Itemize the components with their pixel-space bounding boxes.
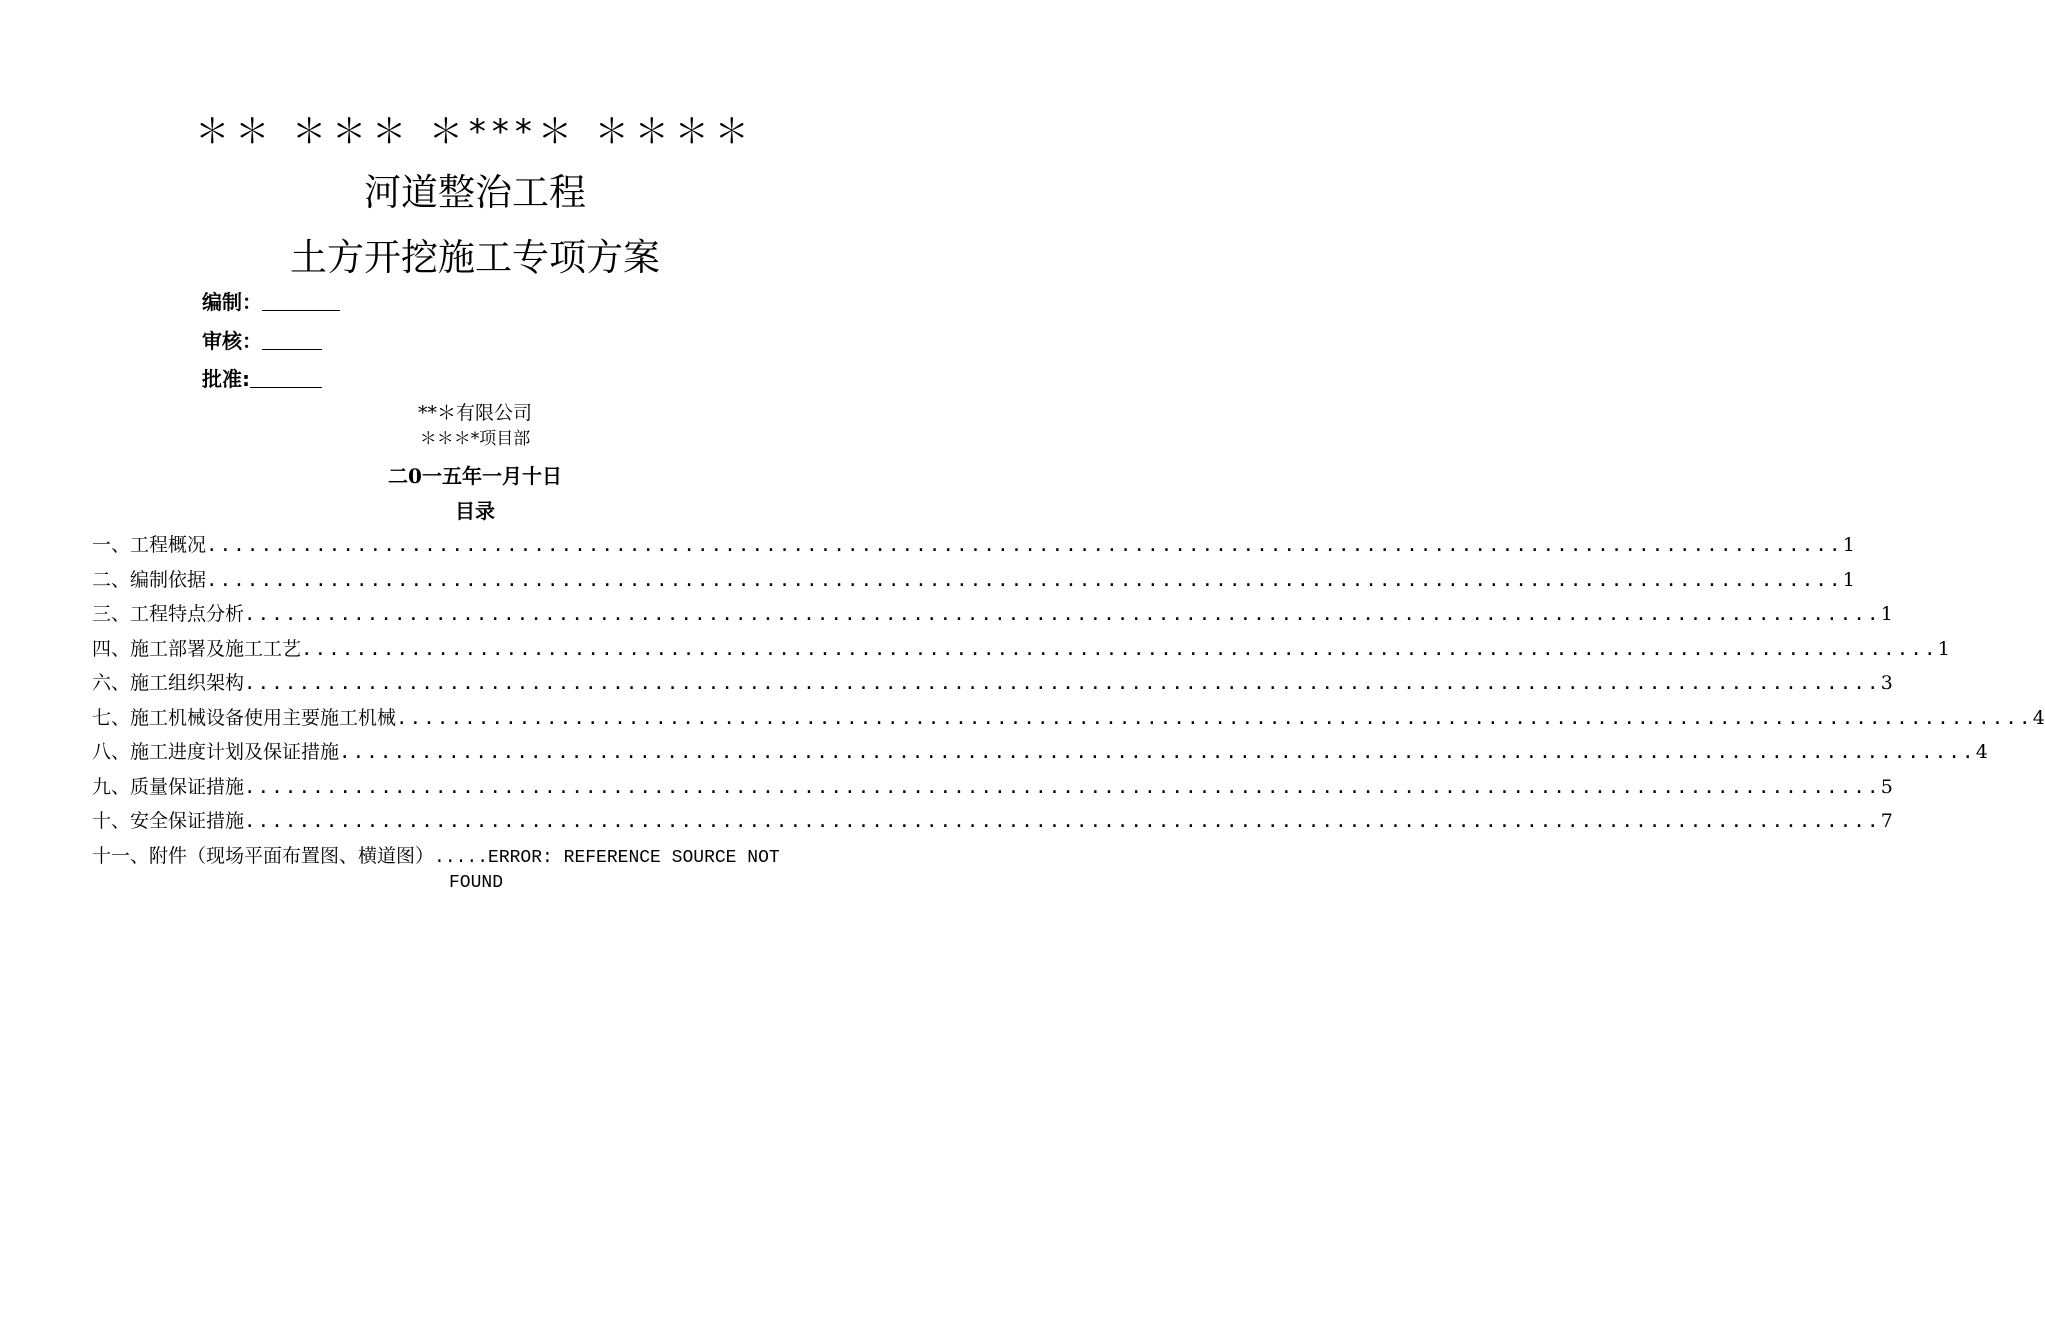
toc-item-page: 1 [1937,637,1950,660]
toc-leader-dots: ........................................................................................................................ [301,637,1938,660]
toc-item-page: 1 [1880,603,1893,625]
toc-item[interactable] [92,599,1893,634]
toc-leader-dots: ........................................................................................................................ [206,534,1843,556]
signature-blank [250,369,322,388]
toc-item-label: 一、工程概况 [92,534,207,556]
toc-item[interactable] [92,703,2045,738]
toc-leader-dots: ........................................................................................................................ [244,672,1881,694]
toc-item-label: 六、施工组织架构 [92,672,245,694]
toc-item-page: 7 [1880,810,1893,832]
project-name: 河道整治工程 [364,171,586,214]
toc-item-attachments[interactable] [92,844,860,896]
toc-item[interactable] [92,668,1893,703]
document-date: 二0一五年一月十日 [388,464,562,488]
signature-blank [262,331,322,350]
toc-item-label: 十、安全保证措施 [92,810,245,832]
cover-stars: ＊＊ ＊＊＊ ＊***＊ ＊＊＊＊ [195,112,755,152]
toc-title: 目录 [455,499,495,523]
toc-leader-dots: ........................................................................................................................ [244,810,1881,832]
toc-item-label: 二、编制依据 [92,568,207,591]
table-of-contents [92,530,2045,896]
toc-item-label: 八、施工进度计划及保证措施 [92,741,340,763]
signature-approved [202,363,322,392]
toc-item-page: 4 [2032,706,2045,729]
reference-error-text: ERROR: REFERENCE SOURCE NOT [488,847,780,868]
toc-leader-dots: ........................................................................................................................ [396,706,2033,729]
toc-item[interactable] [92,530,1855,565]
signature-label: 批准: [202,367,250,391]
company-name: **＊有限公司 [417,402,532,424]
signature-label: 审核： [202,329,262,353]
signature-blank [262,292,340,311]
department-name: ＊＊＊*项目部 [419,429,531,449]
toc-leader-dots: ..... [434,847,489,868]
toc-leader-dots: ........................................................................................................................ [339,741,1976,763]
toc-leader-dots: ........................................................................................................................ [244,775,1881,798]
toc-item-label: 四、施工部署及施工工艺 [92,637,302,660]
toc-item-page: 4 [1975,741,1988,763]
plan-name: 土方开挖施工专项方案 [290,236,660,279]
toc-item-page: 1 [1842,534,1855,556]
signature-reviewed [202,325,322,354]
signature-compiled [202,286,340,315]
toc-item-label: 七、施工机械设备使用主要施工机械 [92,706,397,729]
toc-item[interactable] [92,806,1893,841]
reference-error-text-cont: FOUND [448,872,503,893]
toc-item-page: 5 [1880,775,1893,798]
toc-item-label: 十一、附件（现场平面布置图、横道图） [92,844,435,867]
toc-leader-dots: ........................................................................................................................ [244,603,1881,625]
toc-item[interactable] [92,737,1988,772]
toc-leader-dots: ........................................................................................................................ [206,568,1843,591]
toc-item-label: 九、质量保证措施 [92,775,245,798]
toc-item[interactable] [92,634,1950,669]
signature-label: 编制： [202,290,262,314]
toc-item[interactable] [92,772,1893,807]
toc-item[interactable] [92,565,1855,600]
toc-item-page: 3 [1880,672,1893,694]
toc-item-page: 1 [1842,568,1855,591]
toc-item-label: 三、工程特点分析 [92,603,245,625]
